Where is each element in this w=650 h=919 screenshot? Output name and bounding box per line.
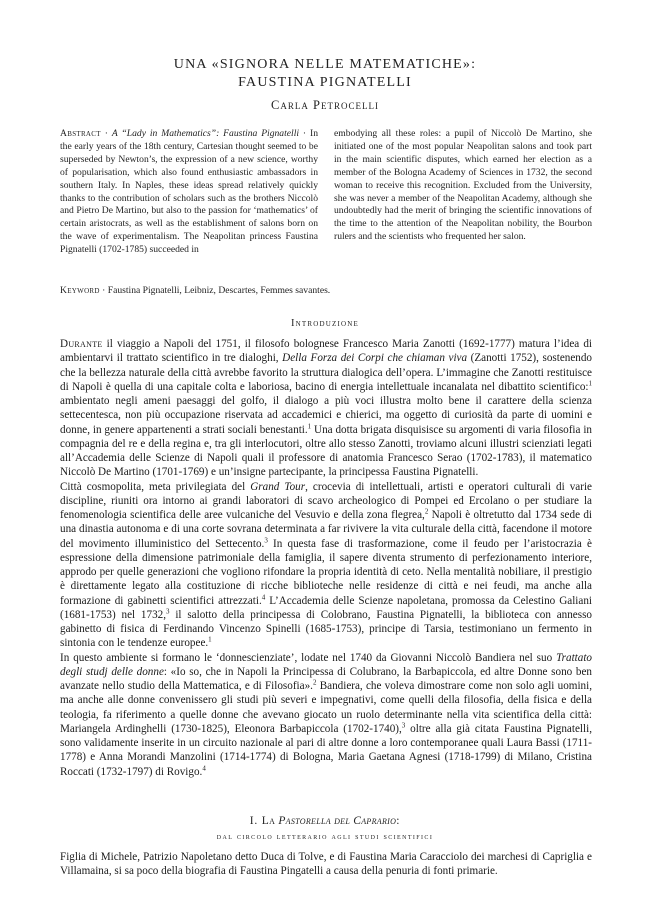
paragraph bbox=[60, 651, 592, 779]
author-name: Carla Petrocelli bbox=[271, 98, 379, 112]
footnote-ref: 3 bbox=[264, 535, 268, 544]
text-run: Napoli è oltretutto dal 1734 sede di una dinastia autonoma e di una corte sovrana determinata a far rivivere la vita culturale della città, facendone il motore del movimento illuministico del Settecento. bbox=[60, 509, 592, 550]
footnote-ref: 1 bbox=[208, 635, 212, 644]
introduzione-body bbox=[60, 337, 592, 779]
text-run: : «Io so, che in Napoli la Principessa di Colubrano, la Barbapiccola, ed altre Donne sono ben avanzate nello studio della Mattematica, e di Filosofia». bbox=[60, 665, 592, 692]
article-title-line1: UNA «SIGNORA NELLE MATEMATICHE»: bbox=[173, 57, 477, 72]
abstract-left-column bbox=[60, 128, 318, 257]
italic-title: Trattato degli studj delle donne bbox=[60, 651, 592, 678]
footnote-ref: 1 bbox=[307, 421, 312, 430]
section-title-colon: : bbox=[396, 815, 401, 827]
text-run: , crocevia di intellettuali, artisti e operatori culturali di varie discipline, riuniti ora intorno ai grandi laboratori di scavo archeologico di Pompei ed Ercolano o per studiare la fenomenologia scientifica delle aree vulcaniche del Vesuvio e della zona flegrea, bbox=[60, 480, 592, 521]
text-run: (Zanotti 1752), sostenendo che la bellezza naturale della città avrebbe favorito la struttura dialogica dell’opera. L’immagine che Zanotti restituisce di Napoli è quella di una capitale colta e laboriosa, bacino di energia intellettuale incanalata nel dibattito scientifico: bbox=[60, 352, 592, 393]
text-run: L’Accademia delle Scienze napoletana, promossa da Celestino Galiani (1681-1753) nel 1732, bbox=[60, 594, 592, 621]
lead-word: Durante bbox=[60, 338, 103, 350]
paragraph: Figlia di Michele, Patrizio Napoletano detto Duca di Tolve, e di Faustina Maria Caracciolo dei marchesi di Capriglia e Villamaina, si sa poco della biografia di Faustina Pingatelli a causa della penuria di fonti primarie. bbox=[60, 851, 592, 878]
section1-body bbox=[60, 850, 592, 879]
abstract-label: Abstract bbox=[60, 128, 101, 139]
footnote-ref: 4 bbox=[202, 763, 206, 772]
text-run: ambientato negli ameni paesaggi del golfo, il dialogo a più voci illustra molto bene il carattere della scienza settecentesca, non più occupazione riservata ad accademici e chierici, ma oggetto di curiosità da parte di uomini e donne, in genere appartenenti a strati sociali benestanti. bbox=[60, 395, 592, 436]
footnote-ref: 1 bbox=[588, 379, 592, 388]
section-heading-1 bbox=[60, 815, 590, 827]
abstract-right-column bbox=[334, 128, 592, 244]
section-subheading-1: dal circolo letterario agli studi scientifici bbox=[216, 831, 434, 841]
text-run: Città cosmopolita, meta privilegiata del bbox=[60, 480, 251, 493]
italic-title: Della Forza dei Corpi che chiaman viva bbox=[282, 352, 468, 365]
paragraph bbox=[60, 337, 592, 480]
footnote-ref: 3 bbox=[401, 721, 406, 730]
paragraph bbox=[60, 480, 592, 651]
abstract-title: A “Lady in Mathematics”: Faustina Pignatelli bbox=[111, 128, 300, 139]
footnote-ref: 2 bbox=[312, 678, 317, 687]
section-title-italic: Pastorella del Caprario bbox=[278, 815, 397, 827]
text-run: In questo ambiente si formano le ‘donnescienziate’, lodate nel 1740 da Giovanni Niccolò Bandiera nel suo bbox=[60, 651, 557, 664]
footnote-ref: 2 bbox=[424, 507, 429, 516]
text-run: In questa fase di trasformazione, come il feudo per l’aristocrazia è espressione della dimensione patrimoniale della famiglia, il sapere diventa strumento di perfezionamento interiore, approdo per quelle generazioni che vogliono rifondare la propria identità di ceto. Nella mentalità nobiliare, il prestigio è direttamente legato alla costituzione di ricche biblioteche nelle residenze di città e nei feudi, ma anche alla formazione di gabinetti scientifici attrezzati. bbox=[60, 537, 592, 607]
section-heading-introduzione: Introduzione bbox=[290, 318, 360, 329]
article-title-line2: FAUSTINA PIGNATELLI bbox=[238, 75, 412, 90]
footnote-ref: 3 bbox=[166, 607, 170, 616]
abstract-separator: · bbox=[100, 128, 112, 139]
text-run: Una dotta brigata disquisisce su argomenti di varia filosofia in compagnia del re e della regina e, tra gli interlocutori, oltre allo stesso Zanotti, troviamo alcuni illustri scienziati legati all’Accademia delle Scienze di Napoli quali il professore di anatomia Francesco Serao (1702-1783), il matematico Niccolò De Martino (1701-1769) e un’insigne partecipante, la principessa Faustina Pignatelli. bbox=[60, 423, 592, 479]
text-run: oltre alla già citata Faustina Pignatelli, sono validamente inserite in un circuito nazionale al pari di altre donne a loro contemporanee quali Laura Bassi (1711-1778) e Anna Morandi Manzolini (1714-1774) di Bologna, Maria Gaetana Agnesi (1718-1799) di Milano, Cristina Roccati (1732-1797) di Rovigo. bbox=[60, 722, 592, 778]
italic-term: Grand Tour bbox=[250, 480, 306, 493]
text-run: il salotto della principessa di Colobrano, Faustina Pignatelli, la biblioteca con annesso gabinetto di fisica di Ferdinando Vincenzo Spinelli (1685-1753), principe di Tarsia, testimoniano un fermento in sintonia con le tendenze europee. bbox=[60, 608, 592, 650]
section-number: I. bbox=[249, 815, 262, 827]
keywords bbox=[60, 285, 590, 297]
abstract-text-left: · In the early years of the 18th century, Cartesian thought seemed to be superseded by Newton’s, the expression of a new science, worthy of popularisation, which also found enthusiastic ambassadors in southern Italy. In Naples, these ideas spread relatively quickly thanks to the contribution of scholars such as the brothers Niccolò and Pietro De Martino, but also to the passion for ‘mathematics’ of certain aristocrats, as well as the establishment of salons born on the wave of experimentalism. The Neapolitan princess Faustina Pignatelli (1702-1785) succeeded in bbox=[60, 128, 319, 256]
text-run: il viaggio a Napoli del 1751, il filosofo bolognese Francesco Maria Zanotti (1692-1777) matura l’idea di ambientarvi il trattato scientifico in tre dialoghi, bbox=[60, 338, 592, 365]
keywords-text: · Faustina Pignatelli, Leibniz, Descartes, Femmes savantes. bbox=[99, 285, 331, 296]
text-run: Bandiera, che voleva dimostrare come non solo agli uomini, ma anche alle donne convenissero gli studi più severi e impegnativi, come quelli della filosofia, della fisica e della teologia, fa riferimento a quelle donne che avevano giocato un ruolo determinante nella vita scientifica della città: Mariangela Ardinghelli (1730-1825), Eleonora Barbapiccola (1702-1740), bbox=[60, 680, 592, 735]
section-title-article: La bbox=[261, 815, 279, 827]
abstract-text-right: embodying all these roles: a pupil of Niccolò De Martino, she initiated one of the most popular Neapolitan salons and took part in the main scientific disputes, which earned her election as a member of the Bologna Academy of Sciences in 1732, the second woman to receive this recognition. Excluded from the University, she was never a member of the Neapolitan Academy, although she undoubtedly had the merit of bringing the scientific innovations of the time to the attention of the Neapolitan nobility, the Bourbon rulers and the scientists who frequented her salon. bbox=[334, 128, 592, 243]
footnote-ref: 4 bbox=[261, 592, 266, 601]
keywords-label: Keyword bbox=[60, 285, 100, 296]
